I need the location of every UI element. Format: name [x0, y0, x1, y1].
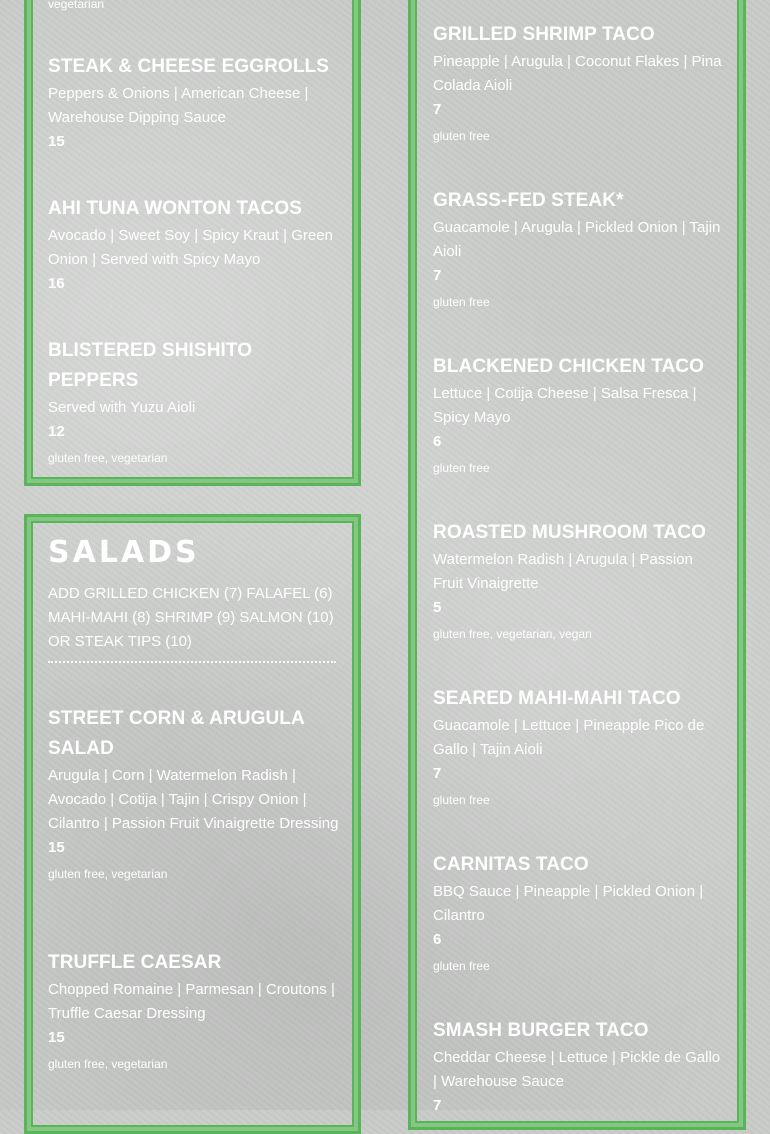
- item-name: AHI TUNA WONTON TACOS: [48, 198, 303, 219]
- item-name: ROASTED MUSHROOM TACO: [433, 522, 707, 543]
- item-description: BBQ Sauce | Pineapple | Pickled Onion | Cilantro: [433, 883, 704, 924]
- item-description: Watermelon Radish | Arugula | Passion Fruit Vinaigrette: [433, 551, 693, 592]
- item-price: 15: [48, 133, 65, 150]
- item-price: 6: [433, 931, 442, 948]
- item-price: 7: [433, 267, 442, 284]
- item-tags: gluten free: [433, 959, 490, 973]
- menu-item: [433, 1016, 725, 1118]
- item-description: Arugula | Corn | Watermelon Radish | Avocado | Cotija | Tajin | Crispy Onion | Cilantro | Passion Fruit Vinaigrette Dressing: [48, 767, 339, 832]
- menu-item: [48, 52, 340, 154]
- item-description: Lettuce | Cotija Cheese | Salsa Fresca | Spicy Mayo: [433, 385, 697, 426]
- item-description: Guacamole | Lettuce | Pineapple Pico de Gallo | Tajin Aioli: [433, 717, 705, 758]
- item-tags: gluten free, vegetarian: [48, 451, 168, 465]
- section-title-salads: SALADS: [48, 535, 200, 570]
- item-price: 15: [48, 839, 65, 856]
- item-tags: gluten free, vegetarian: [48, 1057, 168, 1071]
- item-description: Served with Yuzu Aioli: [48, 399, 196, 416]
- menu-item: [433, 518, 725, 646]
- menu-item: [48, 194, 340, 296]
- item-name: STREET CORN & ARUGULA SALAD: [48, 708, 305, 759]
- item-price: 15: [48, 1029, 65, 1046]
- item-name: STEAK & CHEESE EGGROLLS: [48, 56, 330, 77]
- menu-item: [433, 684, 725, 812]
- item-name: CARNITAS TACO: [433, 854, 589, 875]
- item-name: BLISTERED SHISHITO PEPPERS: [48, 340, 253, 391]
- item-name: SMASH BURGER TACO: [433, 1020, 649, 1041]
- item-tags: gluten free, vegetarian: [48, 867, 168, 881]
- item-price: 16: [48, 275, 65, 292]
- menu-item: [48, 704, 340, 886]
- menu-item: [433, 186, 725, 314]
- item-price: 7: [433, 1097, 442, 1114]
- salads-add-on-note: ADD GRILLED CHICKEN (7) FALAFEL (6) MAHI-MAHI (8) SHRIMP (9) SALMON (10) OR STEAK TIPS (10): [48, 585, 334, 650]
- item-tags: gluten free: [433, 461, 490, 475]
- item-description: Avocado | Sweet Soy | Spicy Kraut | Green Onion | Served with Spicy Mayo: [48, 227, 333, 268]
- item-tags: gluten free, vegetarian, vegan: [433, 627, 592, 641]
- item-name: GRILLED SHRIMP TACO: [433, 24, 655, 45]
- item-name: BLACKENED CHICKEN TACO: [433, 356, 705, 377]
- item-tags: gluten free: [433, 793, 490, 807]
- item-description: Pineapple | Arugula | Coconut Flakes | Pina Colada Aioli: [433, 53, 722, 94]
- menu-item: [433, 352, 725, 480]
- item-name: TRUFFLE CAESAR: [48, 952, 222, 973]
- item-name: GRASS-FED STEAK*: [433, 190, 624, 211]
- item-tags: gluten free: [433, 295, 490, 309]
- menu-item: [433, 20, 725, 148]
- item-price: 6: [433, 433, 442, 450]
- menu-item: [48, 336, 340, 470]
- menu-item: [48, 948, 340, 1076]
- item-description: Guacamole | Arugula | Pickled Onion | Tajin Aioli: [433, 219, 721, 260]
- item-tags: gluten free: [433, 129, 490, 143]
- item-name: SEARED MAHI-MAHI TACO: [433, 688, 681, 709]
- item-price: 7: [433, 765, 442, 782]
- item-tags: vegetarian: [48, 0, 105, 11]
- menu-item: [433, 850, 725, 978]
- item-price: 7: [433, 101, 442, 118]
- item-description: Peppers & Onions | American Cheese | Warehouse Dipping Sauce: [48, 85, 309, 126]
- item-description: Cheddar Cheese | Lettuce | Pickle de Gallo | Warehouse Sauce: [433, 1049, 721, 1090]
- dotted-divider: [48, 661, 336, 663]
- item-price: 12: [48, 423, 65, 440]
- item-description: Chopped Romaine | Parmesan | Croutons | Truffle Caesar Dressing: [48, 981, 335, 1022]
- item-price: 5: [433, 599, 442, 616]
